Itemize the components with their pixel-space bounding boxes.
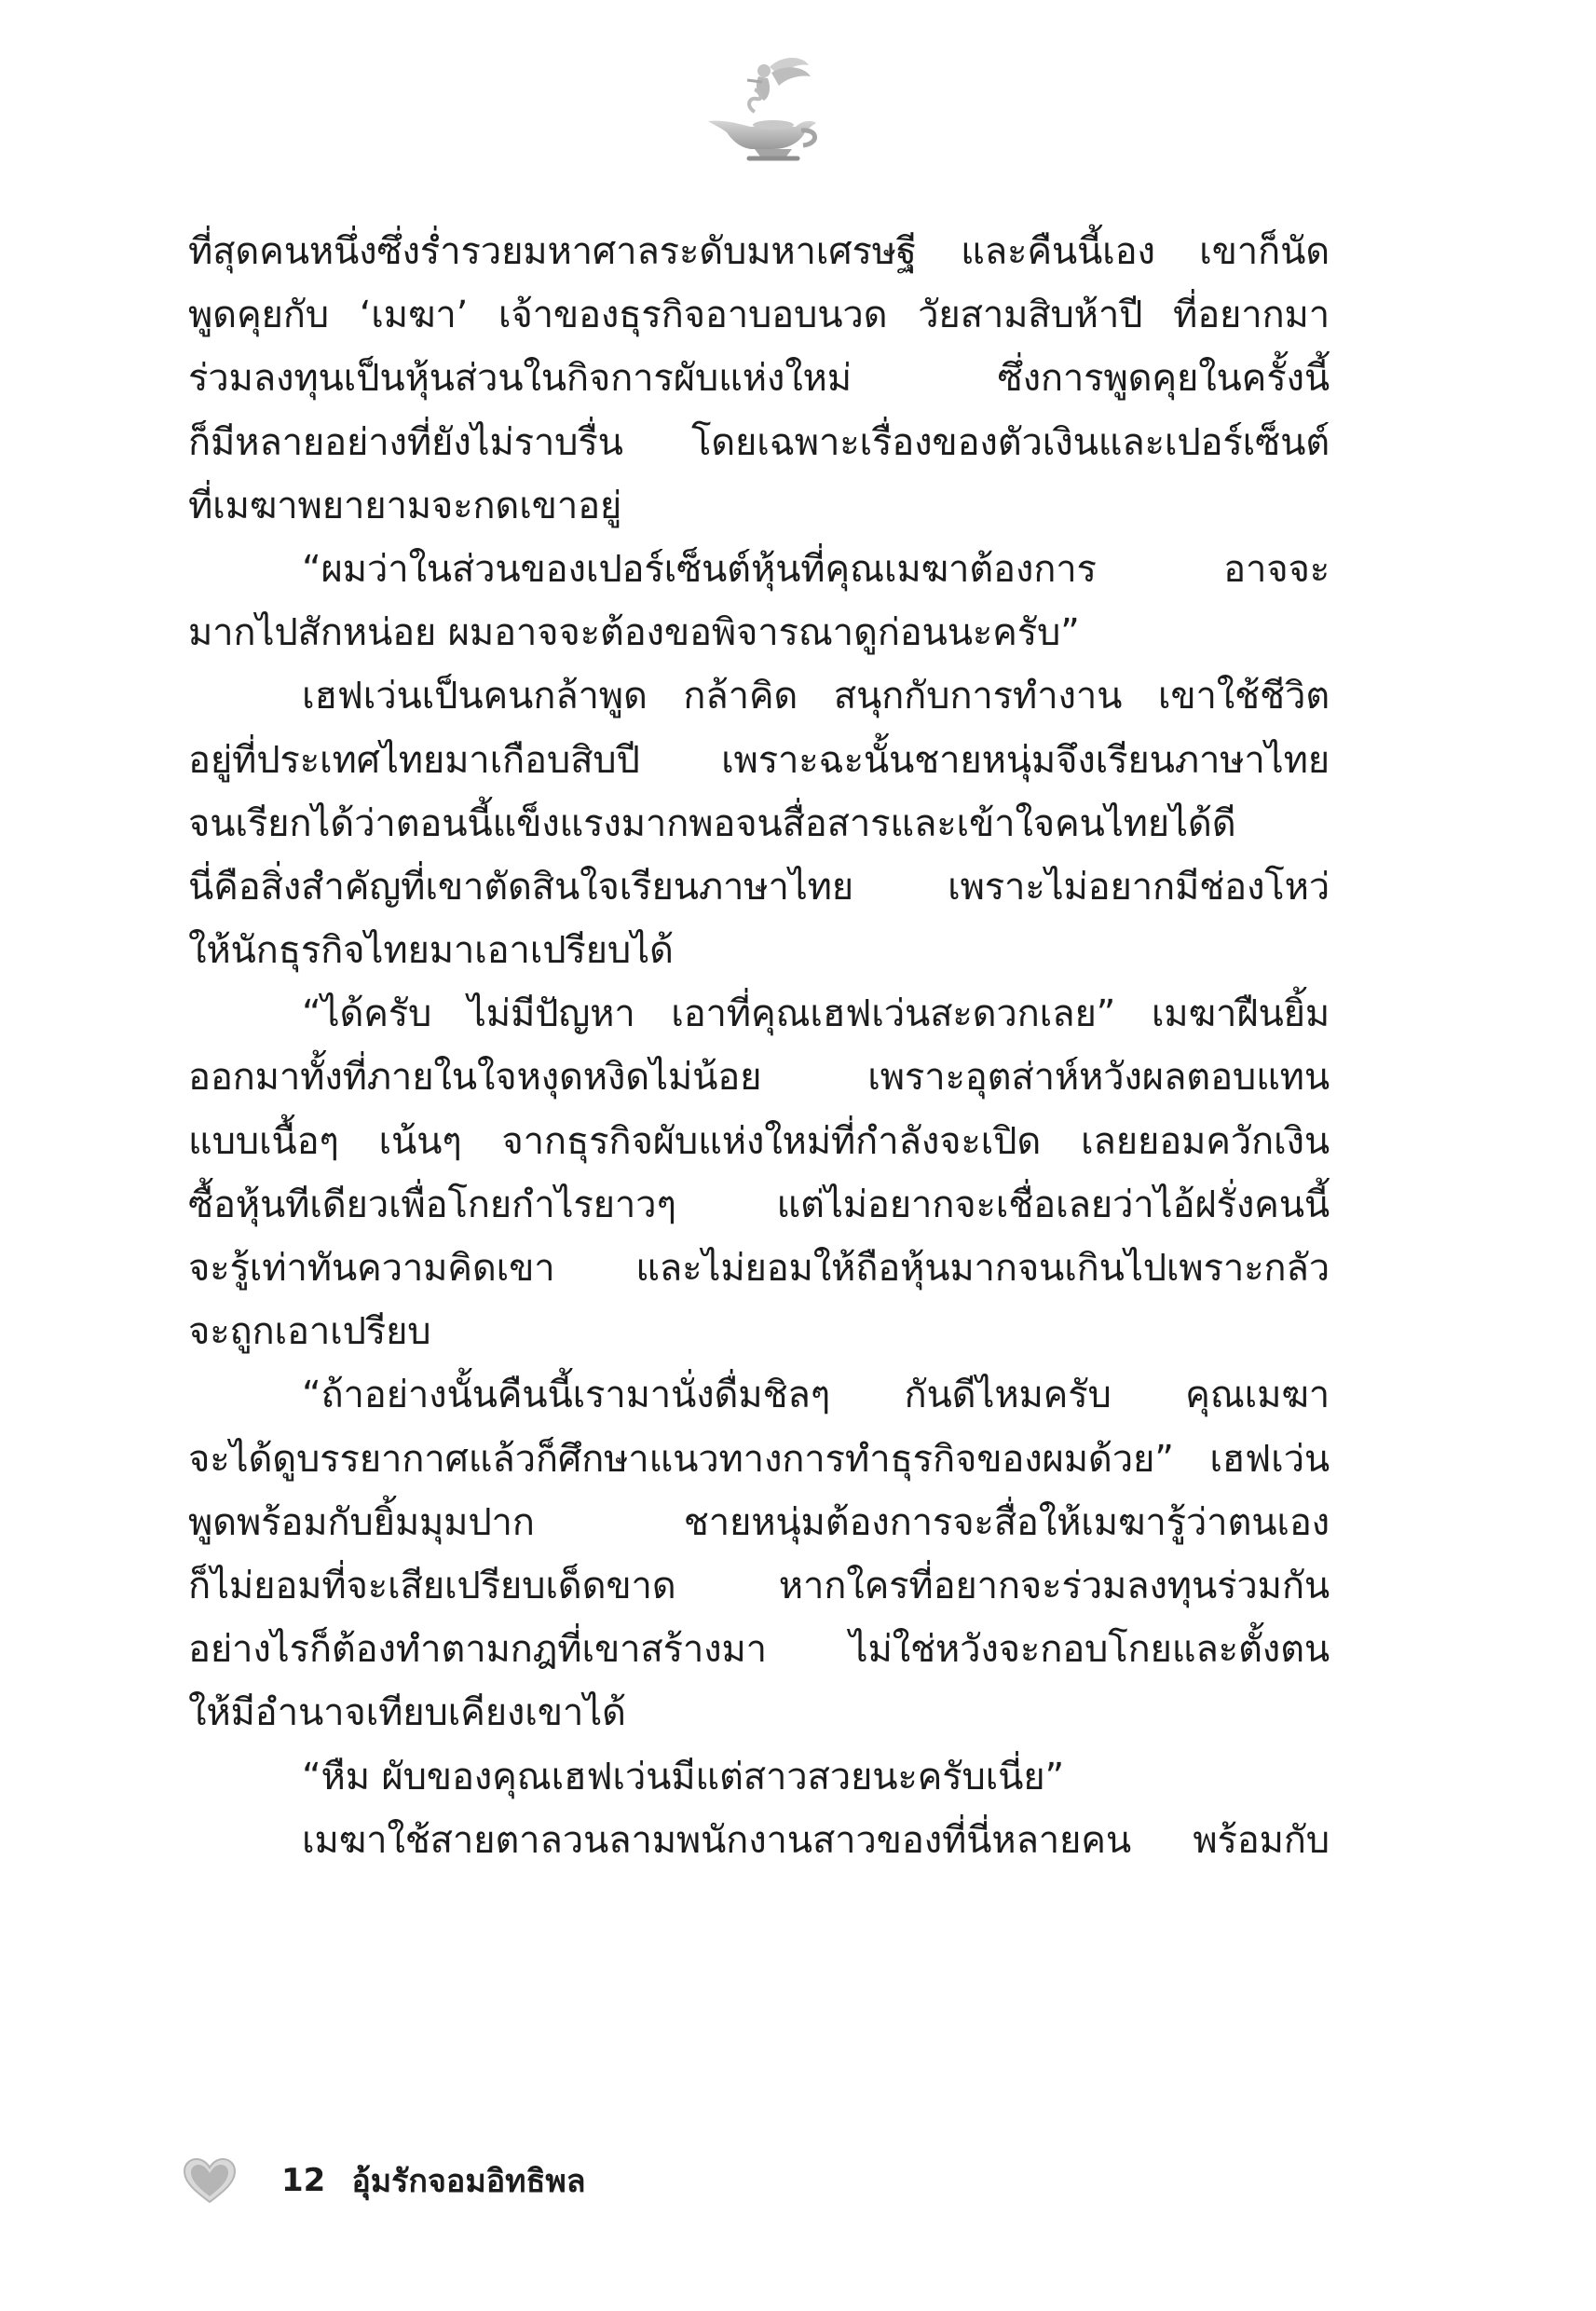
text-line: อยู่ที่ประเทศไทยมาเกือบสิบปี เพราะฉะนั้นชายหนุ่มจึงเรียนภาษาไทย (188, 738, 1330, 782)
text-line: ก็มีหลายอย่างที่ยังไม่ราบรื่น โดยเฉพาะเรื่องของตัวเงินและเปอร์เซ็นต์ (188, 420, 1330, 464)
text-line: นี่คือสิ่งสำคัญที่เขาตัดสินใจเรียนภาษาไทย เพราะไม่อยากมีช่องโหว่ (188, 865, 1330, 909)
text-line: ร่วมลงทุนเป็นหุ้นส่วนในกิจการผับแห่งใหม่ ซึ่งการพูดคุยในครั้งนี้ (188, 357, 1330, 401)
text-line: จะถูกเอาเปรียบ (188, 1310, 431, 1354)
text-line: ซื้อหุ้นทีเดียวเพื่อโกยกำไรยาวๆ แต่ไม่อยากจะเชื่อเลยว่าไอ้ฝรั่งคนนี้ (188, 1183, 1330, 1226)
page-number: 12 (281, 2162, 326, 2199)
text-line: ก็ไม่ยอมที่จะเสียเปรียบเด็ดขาด หากใครที่อยากจะร่วมลงทุนร่วมกัน (188, 1564, 1330, 1607)
page-footer (183, 2153, 586, 2208)
text-line: พูดคุยกับ ‘เมฆา’ เจ้าของธุรกิจอาบอบนวด วัยสามสิบห้าปี ที่อยากมา (188, 294, 1330, 337)
text-line: มากไปสักหน่อย ผมอาจจะต้องขอพิจารณาดูก่อนนะครับ” (188, 611, 1080, 655)
text-line: ให้นักธุรกิจไทยมาเอาเปรียบได้ (188, 929, 674, 973)
text-line: “หืม ผับของคุณเฮฟเว่นมีแต่สาวสวยนะครับเนี่ย” (302, 1755, 1065, 1798)
text-line: “ถ้าอย่างนั้นคืนนี้เรามานั่งดื่มชิลๆ กันดีไหมครับ คุณเมฆา (302, 1374, 1330, 1417)
text-line: เมฆาใช้สายตาลวนลามพนักงานสาวของที่นี่หลายคน พร้อมกับ (302, 1818, 1330, 1862)
text-line: ที่เมฆาพยายามจะกดเขาอยู่ (188, 484, 622, 527)
book-title: อุ้มรักจอมอิทธิพล (351, 2163, 586, 2200)
text-line: จะได้ดูบรรยากาศแล้วก็ศึกษาแนวทางการทำธุรกิจของผมด้วย” เฮฟเว่น (188, 1437, 1330, 1481)
text-line: พูดพร้อมกับยิ้มมุมปาก ชายหนุ่มต้องการจะสื่อให้เมฆารู้ว่าตนเอง (188, 1500, 1330, 1544)
text-line: ที่สุดคนหนึ่งซึ่งร่ำรวยมหาศาลระดับมหาเศรษฐี และคืนนี้เอง เขาก็นัด (188, 230, 1330, 273)
heart-icon (183, 2157, 237, 2204)
page-body (188, 220, 1330, 1872)
text-line: จะรู้เท่าทันความคิดเขา และไม่ยอมให้ถือหุ้นมากจนเกินไปเพราะกลัว (188, 1247, 1330, 1290)
text-line: ออกมาทั้งที่ภายในใจหงุดหงิดไม่น้อย เพราะอุตส่าห์หวังผลตอบแทน (188, 1056, 1330, 1100)
text-line: อย่างไรก็ต้องทำตามกฎที่เขาสร้างมา ไม่ใช่หวังจะกอบโกยและตั้งตน (188, 1628, 1330, 1672)
text-line: แบบเนื้อๆ เน้นๆ จากธุรกิจผับแห่งใหม่ที่กำลังจะเปิด เลยยอมควักเงิน (188, 1119, 1330, 1163)
text-line: “ได้ครับ ไม่มีปัญหา เอาที่คุณเฮฟเว่นสะดวกเลย” เมฆาฝืนยิ้ม (302, 992, 1330, 1036)
text-line: “ผมว่าในส่วนของเปอร์เซ็นต์หุ้นที่คุณเมฆาต้องการ อาจจะ (302, 547, 1330, 591)
text-line: เฮฟเว่นเป็นคนกล้าพูด กล้าคิด สนุกกับการทำงาน เขาใช้ชีวิต (302, 675, 1330, 718)
text-line: จนเรียกได้ว่าตอนนี้แข็งแรงมากพอจนสื่อสารและเข้าใจคนไทยได้ดี (188, 801, 1236, 845)
cupid-lamp-ornament-icon (689, 54, 829, 164)
text-line: ให้มีอำนาจเทียบเคียงเขาได้ (188, 1691, 626, 1735)
